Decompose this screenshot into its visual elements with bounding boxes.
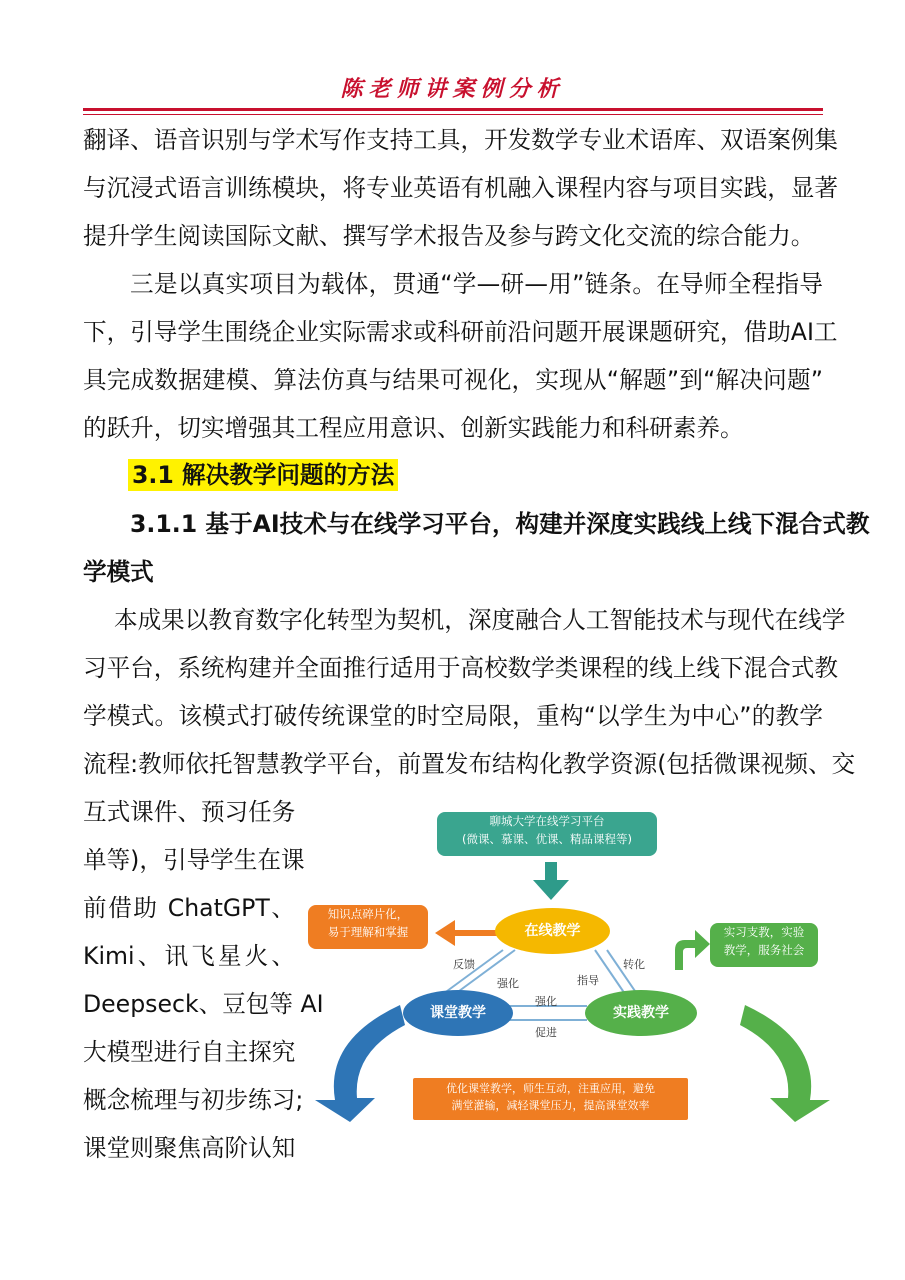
internship-line-2: 教学，服务社会 — [723, 943, 805, 957]
paragraph-line: 翻译、语音识别与学术写作支持工具，开发数学专业术语库、双语案例集 — [83, 126, 838, 154]
practice-teaching-node: 实践教学 — [585, 990, 697, 1036]
platform-box — [437, 812, 657, 856]
paragraph-line: 习平台，系统构建并全面推行适用于高校数学类课程的线上线下混合式教 — [83, 654, 838, 682]
benefit-line-2: 满堂灌输，减轻课堂压力，提高课堂效率 — [451, 1099, 650, 1112]
label-strengthen-2: 强化 — [535, 995, 557, 1008]
paragraph-line: 提升学生阅读国际文献、撰写学术报告及参与跨文化交流的综合能力。 — [83, 222, 815, 250]
label-strengthen: 强化 — [497, 977, 519, 990]
knowledge-line-1: 知识点碎片化， — [327, 907, 409, 921]
platform-line-1: 聊城大学在线学习平台 — [489, 814, 605, 828]
label-guide: 指导 — [577, 974, 599, 987]
platform-line-2: (微课、慕课、优课、精品课程等) — [462, 832, 632, 846]
guide-line — [595, 950, 625, 994]
wrapped-line: 单等)，引导学生在课 — [83, 846, 305, 874]
wrapped-line: Deepseck、豆包等 AI — [83, 990, 324, 1018]
benefit-line-1: 优化课堂教学，师生互动，注重应用，避免 — [446, 1082, 655, 1095]
wrapped-line: 大模型进行自主探究 — [83, 1038, 296, 1066]
left-arrow-icon — [435, 920, 497, 946]
header-rule-thick — [83, 108, 823, 111]
down-arrow-icon — [533, 862, 569, 900]
knowledge-box — [308, 905, 428, 949]
internship-box — [710, 923, 818, 967]
label-transform: 转化 — [623, 958, 645, 971]
blended-teaching-diagram — [305, 800, 835, 1125]
right-arc-icon — [740, 1005, 830, 1122]
knowledge-line-2: 易于理解和掌握 — [327, 925, 409, 939]
curved-arrow-icon — [675, 930, 710, 970]
internship-line-1: 实习支教，实验 — [723, 925, 805, 939]
online-teaching-node: 在线教学 — [495, 908, 610, 954]
classroom-teaching-node: 课堂教学 — [403, 990, 513, 1036]
wrapped-line: 互式课件、预习任务 — [83, 798, 296, 826]
label-promote: 促进 — [535, 1026, 557, 1039]
label-feedback: 反馈 — [453, 958, 475, 971]
wrapped-line: 概念梳理与初步练习; — [83, 1086, 304, 1114]
subsection-heading-line: 3.1.1 基于AI技术与在线学习平台，构建并深度实践线上线下混合式教 — [130, 510, 870, 538]
paragraph-line: 下，引导学生围绕企业实际需求或科研前沿问题开展课题研究，借助AI工 — [83, 318, 838, 346]
section-heading-3-1 — [132, 459, 825, 491]
paragraph-line: 学模式。该模式打破传统课堂的时空局限，重构“以学生为中心”的教学 — [83, 702, 823, 730]
paragraph-line: 流程:教师依托智慧教学平台，前置发布结构化教学资源(包括微课视频、交 — [83, 750, 856, 778]
page-header-title: 陈老师讲案例分析 — [340, 76, 565, 102]
paragraph-line: 与沉浸式语言训练模块，将专业英语有机融入课程内容与项目实践，显著 — [83, 174, 838, 202]
left-arc-icon — [315, 1005, 405, 1122]
paragraph-line: 具完成数据建模、算法仿真与结果可视化，实现从“解题”到“解决问题” — [83, 366, 823, 394]
classroom-benefit-box — [413, 1078, 688, 1120]
header-rule-thin — [83, 114, 823, 115]
paragraph-line: 三是以真实项目为载体，贯通“学—研—用”链条。在导师全程指导 — [130, 270, 823, 298]
wrapped-line: 课堂则聚焦高阶认知 — [83, 1134, 296, 1162]
wrapped-line: Kimi、讯飞星火、 — [83, 942, 295, 970]
subsection-heading-line: 学模式 — [83, 558, 154, 586]
heading-highlight: 3.1 解决教学问题的方法 — [128, 459, 398, 491]
paragraph-line: 本成果以教育数字化转型为契机，深度融合人工智能技术与现代在线学 — [114, 606, 846, 634]
paragraph-line: 的跃升，切实增强其工程应用意识、创新实践能力和科研素养。 — [83, 414, 744, 442]
wrapped-line: 前借助 ChatGPT、 — [83, 894, 295, 922]
